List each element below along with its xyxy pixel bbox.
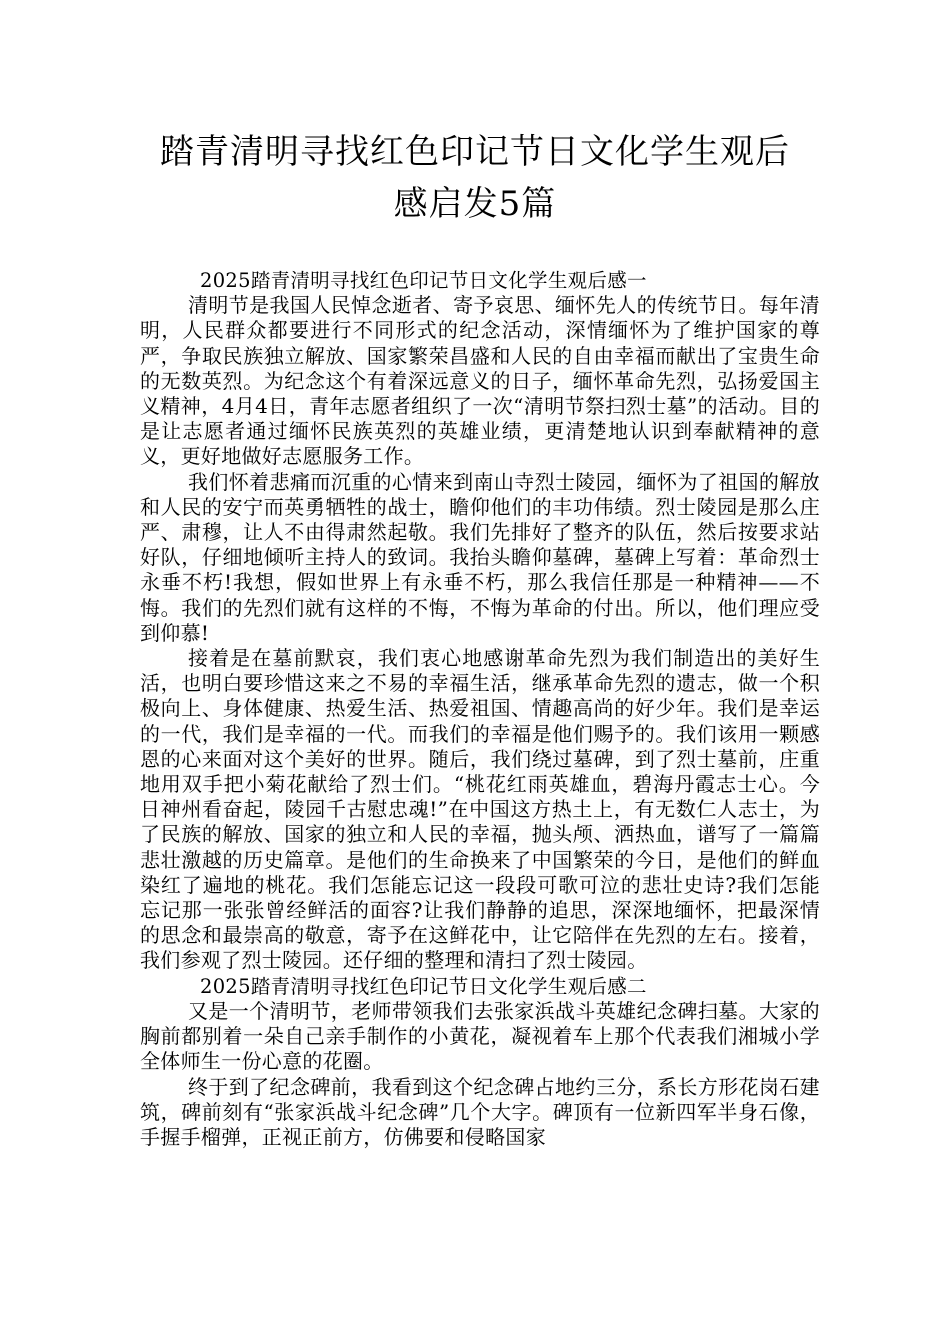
document-body <box>140 268 820 1150</box>
document-title <box>100 126 850 230</box>
paragraph: 又是一个清明节，老师带领我们去张家浜战斗英雄纪念碑扫墓。大家的胸前都别着一朵自己亲手制作的小黄花，凝视着车上那个代表我们湘城小学全体师生一份心意的花圈。 <box>140 998 820 1074</box>
title-line-2: 感启发5篇 <box>393 184 557 224</box>
section-heading-2: 2025踏青清明寻找红色印记节日文化学生观后感二 <box>200 974 647 998</box>
section-heading-1: 2025踏青清明寻找红色印记节日文化学生观后感一 <box>200 269 647 292</box>
title-line-1: 踏青清明寻找红色印记节日文化学生观后 <box>160 132 790 172</box>
paragraph: 终于到了纪念碑前，我看到这个纪念碑占地约三分，系长方形花岗石建筑，碑前刻有“张家浜战斗纪念碑”几个大字。碑顶有一位新四军半身石像，手握手榴弹，正视正前方，仿佛要和侵略国家 <box>140 1074 820 1149</box>
paragraph: 清明节是我国人民悼念逝者、寄予哀思、缅怀先人的传统节日。每年清明，人民群众都要进行不同形式的纪念活动，深情缅怀为了维护国家的尊严，争取民族独立解放、国家繁荣昌盛和人民的自由幸福而献出了宝贵生命的无数英烈。为纪念这个有着深远意义的日子，缅怀革命先烈，弘扬爱国主义精神，4月4日，青年志愿者组织了一次“清明节祭扫烈士墓”的活动。目的是让志愿者通过缅怀民族英烈的英雄业绩，更清楚地认识到奉献精神的意义，更好地做好志愿服务工作。 <box>140 293 820 469</box>
paragraph: 我们怀着悲痛而沉重的心情来到南山寺烈士陵园，缅怀为了祖国的解放和人民的安宁而英勇牺牲的战士，瞻仰他们的丰功伟绩。烈士陵园是那么庄严、肃穆，让人不由得肃然起敬。我们先排好了整齐的队伍，然后按要求站好队，仔细地倾听主持人的致词。我抬头瞻仰墓碑，墓碑上写着：革命烈士永垂不朽!我想，假如世界上有永垂不朽，那么我信任那是一种精神——不悔。我们的先烈们就有这样的不悔，不悔为革命的付出。所以，他们理应受到仰慕! <box>140 469 820 645</box>
paragraph: 接着是在墓前默哀，我们衷心地感谢革命先烈为我们制造出的美好生活，也明白要珍惜这来之不易的幸福生活，继承革命先烈的遗志，做一个积极向上、身体健康、热爱生活、热爱祖国、情趣高尚的好少年。我们是幸运的一代，我们是幸福的一代。而我们的幸福是他们赐予的。我们该用一颗感恩的心来面对这个美好的世界。随后，我们绕过墓碑，到了烈士墓前，庄重地用双手把小菊花献给了烈士们。“桃花红雨英雄血，碧海丹霞志士心。今日神州看奋起，陵园千古慰忠魂!”在中国这方热土上，有无数仁人志士，为了民族的解放、国家的独立和人民的幸福，抛头颅、洒热血，谱写了一篇篇悲壮激越的历史篇章。是他们的生命换来了中国繁荣的今日，是他们的鲜血染红了遍地的桃花。我们怎能忘记这一段段可歌可泣的悲壮史诗?我们怎能忘记那一张张曾经鲜活的面容?让我们静静的追思，深深地缅怀，把最深情的思念和最崇高的敬意，寄予在这鲜花中，让它陪伴在先烈的左右。接着，我们参观了烈士陵园。还仔细的整理和清扫了烈士陵园。 <box>140 646 820 973</box>
